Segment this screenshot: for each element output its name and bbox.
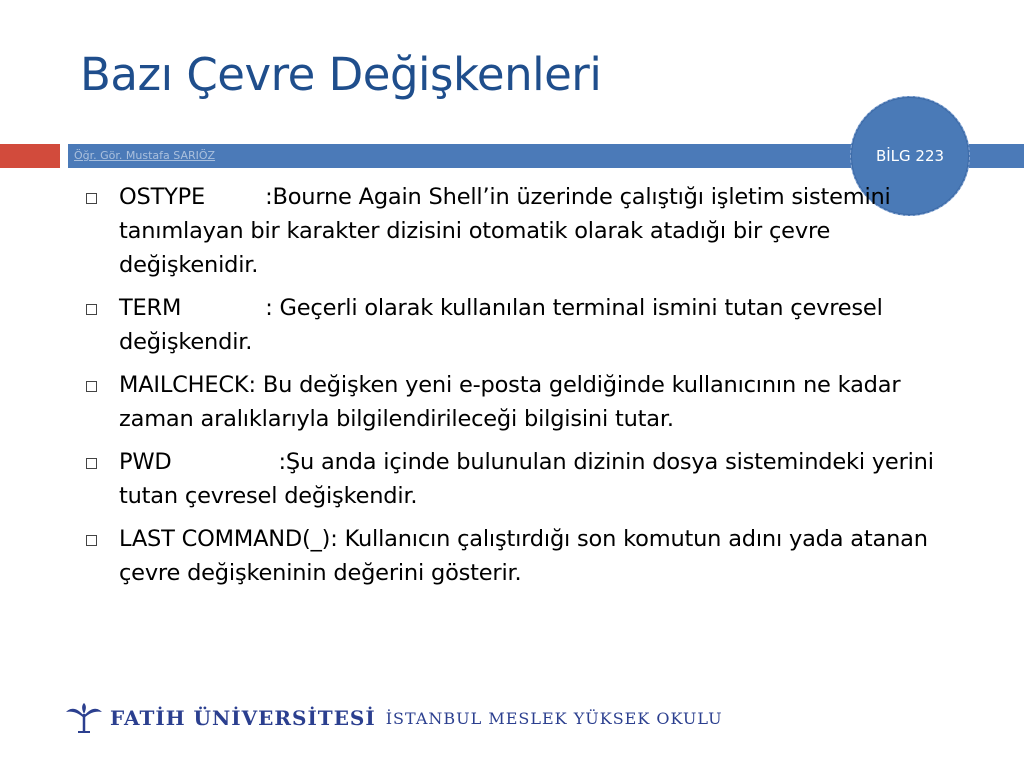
footer-logo-bar [64, 700, 723, 736]
slide-title: Bazı Çevre Değişkenleri [80, 48, 602, 101]
bullet-term: LAST COMMAND(_) [119, 526, 331, 552]
bullet-item-term [82, 291, 972, 359]
bullet-desc: : Geçerli olarak kullanılan terminal ismini tutan çevresel değişkendir. [119, 295, 883, 355]
bullet-item-last-command [82, 522, 972, 590]
square-bullet-icon [86, 458, 97, 469]
school-name: İSTANBUL MESLEK YÜKSEK OKULU [385, 708, 723, 728]
bullet-term: PWD [119, 449, 172, 475]
bullet-desc: :Bourne Again Shell’in üzerinde çalıştığı işletim sistemini tanımlayan bir karakter dizisini otomatik olarak atadığı bir çevre değişkenidir. [119, 184, 891, 278]
bullet-item-pwd [82, 445, 972, 513]
university-name: FATİH ÜNİVERSİTESİ [110, 706, 376, 730]
square-bullet-icon [86, 381, 97, 392]
bullet-desc: : Kullanıcın çalıştırdığı son komutun adını yada atanan çevre değişkeninin değerini gösterir. [119, 526, 928, 586]
bullet-term: OSTYPE [119, 184, 206, 210]
square-bullet-icon [86, 535, 97, 546]
course-badge-label: BİLG 223 [875, 147, 945, 165]
bullet-desc: :Şu anda içinde bulunulan dizinin dosya sistemindeki yerini tutan çevresel değişkendir. [119, 449, 934, 509]
bullet-item-ostype [82, 180, 972, 282]
bullet-item-mailcheck [82, 368, 972, 436]
author-label: Öğr. Gör. Mustafa SARIÖZ [74, 149, 216, 162]
header-band-red [0, 144, 60, 168]
square-bullet-icon [86, 304, 97, 315]
bullet-desc: : Bu değişken yeni e-posta geldiğinde kullanıcının ne kadar zaman aralıklarıyla bilgilendirileceği bilgisini tutar. [119, 372, 901, 432]
bullet-list [82, 180, 972, 599]
square-bullet-icon [86, 193, 97, 204]
bullet-term: TERM [119, 295, 182, 321]
university-emblem-icon [64, 702, 104, 734]
bullet-term: MAILCHECK [119, 372, 249, 398]
